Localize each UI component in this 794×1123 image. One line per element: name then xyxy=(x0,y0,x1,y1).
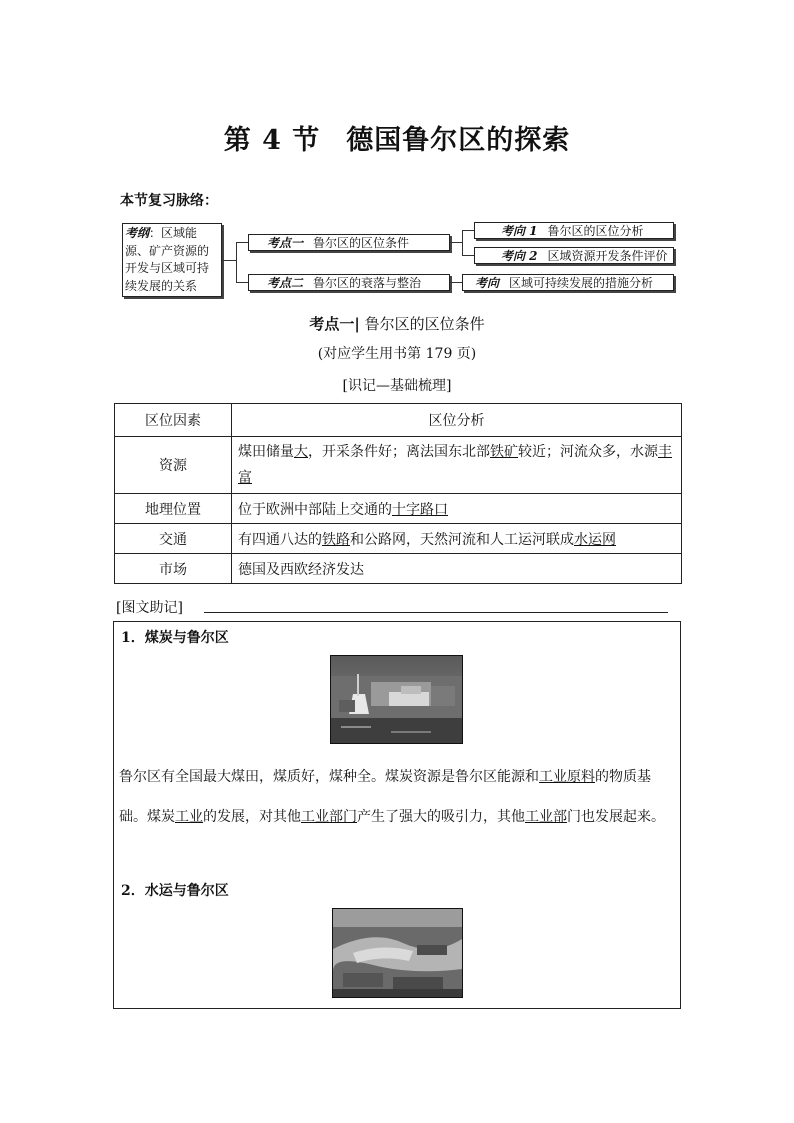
underlined-term: 工业 xyxy=(175,809,203,825)
underlined-term: 十字路口 xyxy=(392,501,448,518)
outline-point1-tag: 考点一 xyxy=(267,236,304,250)
section-number: 第 4 节 xyxy=(223,125,321,156)
analysis-cell xyxy=(232,524,682,554)
underlined-term: 水运网 xyxy=(574,531,616,548)
outline-point1-box xyxy=(248,234,450,251)
connector xyxy=(462,230,474,231)
table-row xyxy=(115,494,682,524)
table-header-row xyxy=(115,404,682,437)
connector xyxy=(450,242,462,243)
underlined-term: 铁矿 xyxy=(490,444,518,460)
text-run: 门也发展起来。 xyxy=(567,809,665,825)
underlined-term: 大 xyxy=(294,444,308,460)
outline-root-text: ：区域能源、矿产资源的开发与区域可持续发展的关系 xyxy=(125,226,210,293)
section-label: 考点一 xyxy=(309,315,355,333)
location-table xyxy=(114,403,682,584)
outline-dir2-box xyxy=(474,247,674,264)
connector xyxy=(236,242,248,243)
text-run: 鲁尔区有全国最大煤田，煤质好，煤种全。煤炭资源是鲁尔区能源和 xyxy=(119,769,539,785)
underlined-term: 工业部门 xyxy=(301,809,357,825)
table-row xyxy=(115,554,682,584)
table-row xyxy=(115,524,682,554)
outline-dir2-tag: 考向 2 xyxy=(501,249,538,263)
text-run: 位于欧洲中部陆上交通的 xyxy=(238,501,392,518)
text-run: 有四通八达的 xyxy=(238,531,322,548)
underlined-term: 工业原料 xyxy=(539,769,595,785)
connector xyxy=(462,230,463,255)
analysis-cell: 德国及西欧经济发达 xyxy=(232,554,682,584)
outline-dir1-tag: 考向 1 xyxy=(501,224,538,238)
panel-heading-coal: 1．煤炭与鲁尔区 xyxy=(121,630,229,646)
table-row xyxy=(115,437,682,494)
underlined-term: 工业部 xyxy=(525,809,567,825)
outline-point2-text: 鲁尔区的衰落与整治 xyxy=(313,276,422,290)
coal-paragraph xyxy=(119,757,675,837)
section-bar: | xyxy=(354,315,360,333)
harbor-photo xyxy=(332,908,463,998)
outline-root-box xyxy=(122,223,222,297)
outline-dir1-box xyxy=(474,222,674,239)
outline-root-tag: 考纲 xyxy=(125,226,150,240)
harbor-image xyxy=(333,909,462,997)
analysis-cell xyxy=(232,437,682,494)
memo-label: [图文助记] xyxy=(116,600,183,616)
page-title xyxy=(0,118,794,157)
review-label: 本节复习脉络： xyxy=(120,193,218,209)
outline-point2-box xyxy=(248,274,450,291)
factor-cell: 资源 xyxy=(115,437,232,494)
text-run: ，开采条件好；离法国东北部 xyxy=(308,444,490,460)
outline-dir2-text: 区域资源开发条件评价 xyxy=(547,249,668,263)
text-run: 的发展，对其他 xyxy=(203,809,301,825)
connector xyxy=(236,282,248,283)
underlined-term: 丰富 xyxy=(238,444,672,486)
text-run: 产生了强大的吸引力，其他 xyxy=(357,809,525,825)
text-run: 较近；河流众多，水源 xyxy=(518,444,658,460)
text-run: 煤田储量 xyxy=(238,444,294,460)
section-heading xyxy=(0,313,794,334)
outline-point2-tag: 考点二 xyxy=(267,276,304,290)
panel-heading-water: 2．水运与鲁尔区 xyxy=(121,883,229,899)
section-name: 德国鲁尔区的探索 xyxy=(346,125,571,156)
underlined-term: 铁路 xyxy=(322,531,350,548)
factor-cell: 交通 xyxy=(115,524,232,554)
outline-dir3-tag: 考向 xyxy=(475,276,500,290)
power-plant-photo xyxy=(330,655,463,744)
section-text: 鲁尔区的区位条件 xyxy=(359,315,485,333)
text-run: 和公路网，天然河流和人工运河联成 xyxy=(350,531,574,548)
connector xyxy=(450,282,462,283)
page-reference: (对应学生用书第 179 页) xyxy=(317,346,477,362)
factor-cell: 市场 xyxy=(115,554,232,584)
memo-underline xyxy=(204,612,668,613)
subheading: [识记—基础梳理] xyxy=(342,378,452,394)
connector xyxy=(462,255,474,256)
connector xyxy=(222,260,236,261)
outline-dir3-text: 区域可持续发展的措施分析 xyxy=(509,276,654,290)
factor-cell: 地理位置 xyxy=(115,494,232,524)
outline-dir1-text: 鲁尔区的区位分析 xyxy=(547,224,644,238)
table-header: 区位分析 xyxy=(232,404,682,437)
outline-point1-text: 鲁尔区的区位条件 xyxy=(313,236,410,250)
outline-dir3-box xyxy=(462,274,674,291)
power-plant-image xyxy=(331,656,462,743)
table-header: 区位因素 xyxy=(115,404,232,437)
text-run: 的物质基础。煤炭 xyxy=(119,769,651,825)
connector xyxy=(236,242,237,282)
analysis-cell xyxy=(232,494,682,524)
